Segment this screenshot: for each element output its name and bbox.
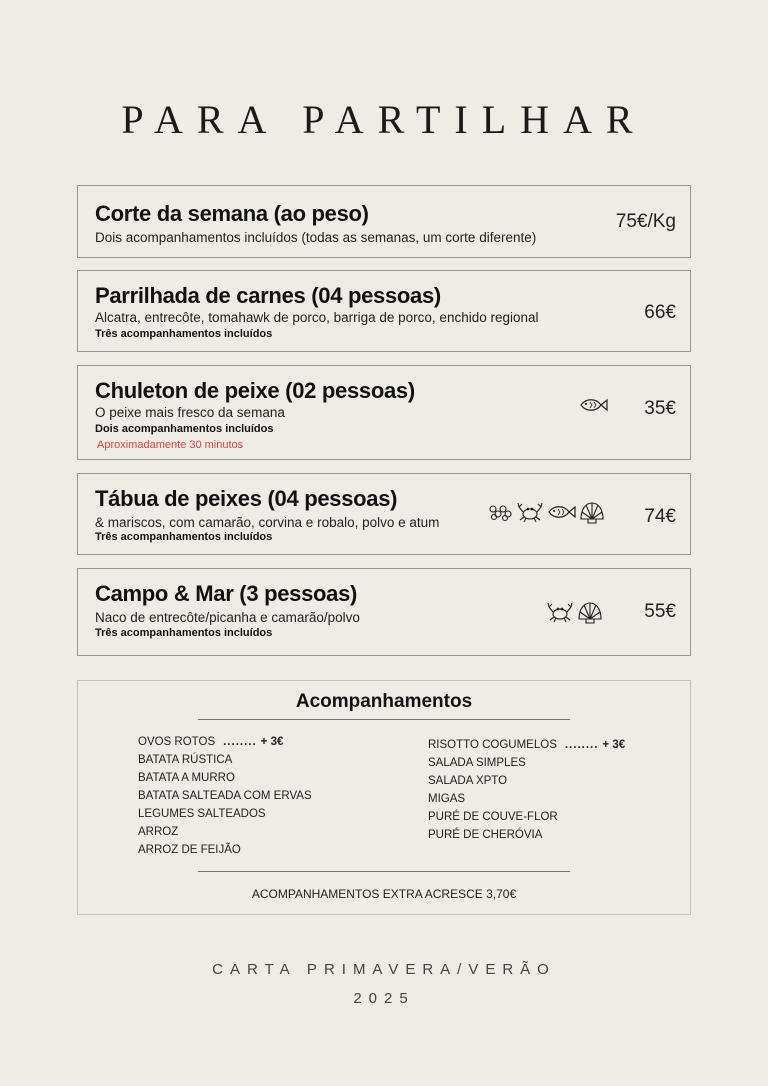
dish-card-corte bbox=[77, 185, 691, 258]
list-item: BATATA RÚSTICA bbox=[138, 754, 233, 766]
dish-description: Naco de entrecôte/picanha e camarão/polvo bbox=[95, 610, 360, 625]
page-title: PARA PARTILHAR bbox=[121, 97, 647, 142]
list-item: BATATA A MURRO bbox=[138, 772, 235, 784]
dish-name: Parrilhada de carnes (04 pessoas) bbox=[95, 283, 441, 308]
sides-panel bbox=[77, 680, 691, 915]
sides-title: Acompanhamentos bbox=[295, 691, 473, 712]
leader-dots: ........ bbox=[223, 736, 257, 748]
list-item bbox=[138, 733, 312, 751]
crab-icon bbox=[516, 500, 544, 524]
list-item: BATATA SALTEADA COM ERVAS bbox=[138, 790, 312, 802]
dish-included: Três acompanhamentos incluídos bbox=[95, 531, 273, 543]
dish-price: 35€ bbox=[644, 398, 676, 419]
dish-included: Três acompanhamentos incluídos bbox=[95, 328, 273, 340]
extra-price: + 3€ bbox=[260, 736, 284, 748]
seaweed-icon bbox=[488, 501, 514, 523]
list-item bbox=[428, 736, 625, 754]
dish-card-campo-mar bbox=[77, 568, 691, 656]
side-name: OVOS ROTOS bbox=[138, 736, 216, 748]
dish-card-parrilhada bbox=[77, 270, 691, 352]
sides-left-list bbox=[138, 733, 312, 859]
list-item: ARROZ bbox=[138, 826, 179, 838]
side-name: RISOTTO COGUMELOS bbox=[428, 739, 557, 751]
dish-price: 74€ bbox=[644, 506, 676, 527]
divider bbox=[198, 871, 570, 872]
shell-icon bbox=[576, 599, 604, 625]
dish-name: Corte da semana (ao peso) bbox=[95, 201, 369, 226]
sides-footer: ACOMPANHAMENTOS EXTRA ACRESCE 3,70€ bbox=[251, 887, 517, 901]
dish-name: Chuleton de peixe (02 pessoas) bbox=[95, 378, 415, 403]
dish-price: 66€ bbox=[644, 302, 676, 323]
leader-dots: ........ bbox=[564, 739, 599, 751]
extra-price: + 3€ bbox=[602, 739, 626, 751]
fish-icon bbox=[578, 395, 608, 415]
dish-card-tabua bbox=[77, 473, 691, 555]
divider bbox=[198, 719, 570, 720]
dish-note: Aproximadamente 30 minutos bbox=[97, 439, 244, 451]
fish-icon bbox=[546, 502, 576, 522]
dish-price: 75€/Kg bbox=[615, 211, 676, 232]
season-label: CARTA PRIMAVERA/VERÃO bbox=[212, 961, 556, 978]
dish-name: Tábua de peixes (04 pessoas) bbox=[95, 486, 398, 511]
dish-card-chuleton bbox=[77, 365, 691, 460]
list-item: SALADA XPTO bbox=[428, 775, 508, 787]
year-label: 2025 bbox=[353, 990, 415, 1007]
list-item: PURÉ DE CHERÓVIA bbox=[428, 829, 543, 841]
sides-right-list bbox=[428, 736, 625, 844]
list-item: ARROZ DE FEIJÃO bbox=[138, 844, 241, 856]
dish-description: Dois acompanhamentos incluídos (todas as semanas, um corte diferente) bbox=[95, 230, 537, 245]
dish-description: & mariscos, com camarão, corvina e robalo, polvo e atum bbox=[95, 515, 440, 530]
shell-icon bbox=[578, 499, 606, 525]
dish-description: Alcatra, entrecôte, tomahawk de porco, barriga de porco, enchido regional bbox=[95, 310, 539, 325]
list-item: SALADA SIMPLES bbox=[428, 757, 526, 769]
dish-description: O peixe mais fresco da semana bbox=[95, 405, 285, 420]
dish-included: Dois acompanhamentos incluídos bbox=[95, 423, 274, 435]
list-item: MIGAS bbox=[428, 793, 466, 805]
list-item: PURÉ DE COUVE-FLOR bbox=[428, 811, 558, 823]
dish-price: 55€ bbox=[644, 601, 676, 622]
dish-name: Campo & Mar (3 pessoas) bbox=[95, 581, 358, 606]
crab-icon bbox=[546, 600, 574, 624]
dish-included: Três acompanhamentos incluídos bbox=[95, 627, 273, 639]
list-item: LEGUMES SALTEADOS bbox=[138, 808, 266, 820]
